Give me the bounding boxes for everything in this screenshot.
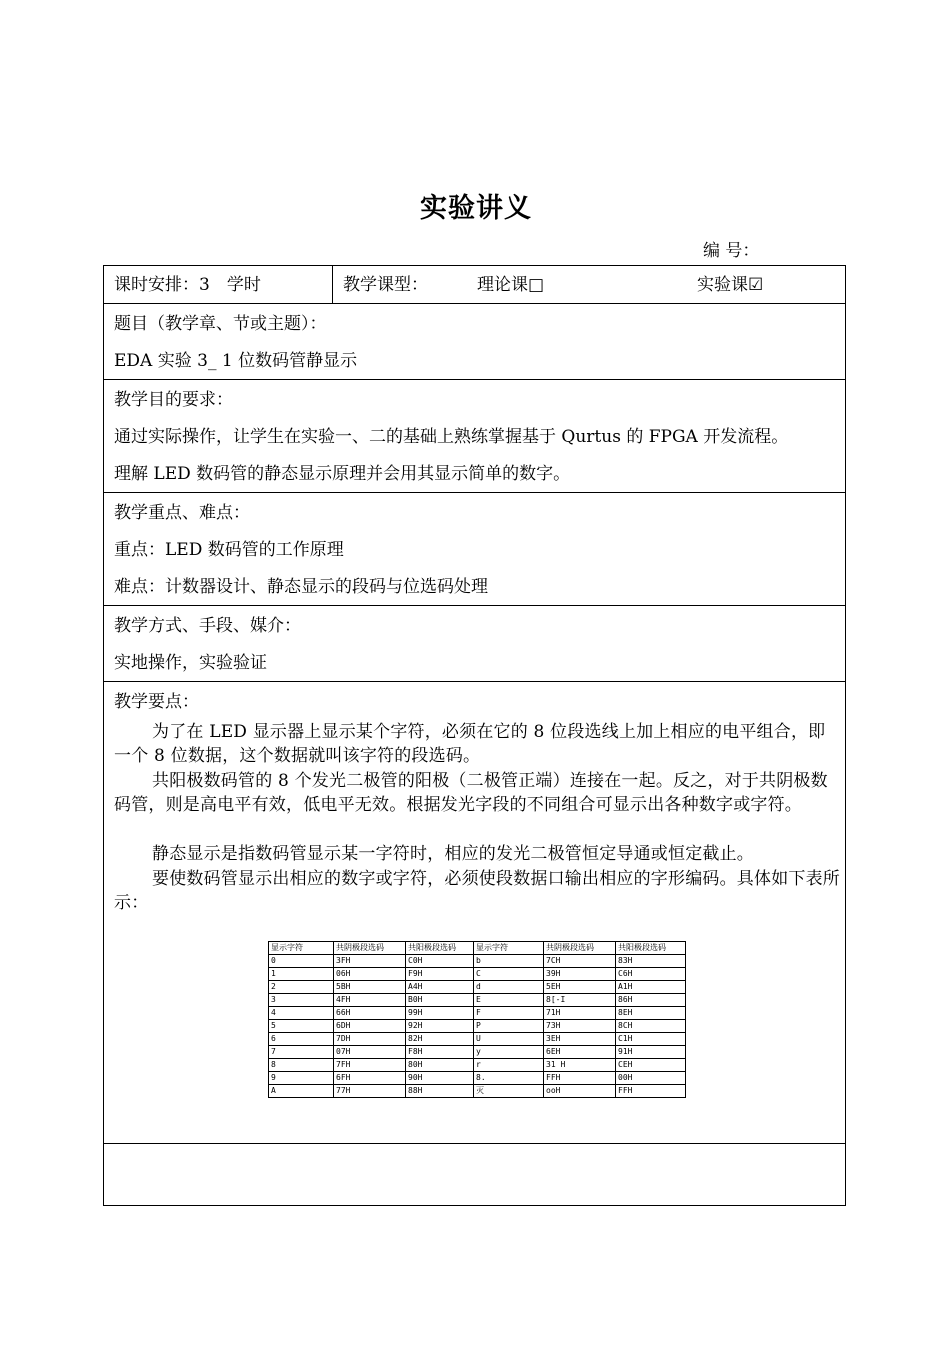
- goals-section: [104, 380, 845, 493]
- points-section: [104, 682, 845, 1144]
- table-cell: 灭: [474, 1085, 544, 1098]
- table-cell: 4: [269, 1007, 334, 1020]
- table-row: [269, 994, 686, 1007]
- table-cell: 77H: [334, 1085, 406, 1098]
- goals-line-1: 通过实际操作，让学生在实验一、二的基础上熟练掌握基于 Qurtus 的 FPGA 开发流程。: [114, 427, 789, 447]
- table-cell: 3EH: [544, 1033, 616, 1046]
- method-section: [104, 606, 845, 682]
- table-cell: 7CH: [544, 955, 616, 968]
- header-cathode: 共阴极段选码: [334, 942, 406, 955]
- table-cell: C1H: [616, 1033, 686, 1046]
- table-row: [269, 968, 686, 981]
- table-cell: 5: [269, 1020, 334, 1033]
- method-heading: 教学方式、手段、媒介：: [114, 616, 301, 636]
- table-row: [269, 1046, 686, 1059]
- segment-code-table: [268, 941, 686, 1098]
- table-cell: r: [474, 1059, 544, 1072]
- table-cell: 8CH: [616, 1020, 686, 1033]
- table-cell: 90H: [406, 1072, 474, 1085]
- table-cell: b: [474, 955, 544, 968]
- table-cell: 7: [269, 1046, 334, 1059]
- header-char: 显示字符: [269, 942, 334, 955]
- goals-heading: 教学目的要求：: [114, 390, 233, 410]
- header-anode: 共阳极段选码: [406, 942, 474, 955]
- empty-section: [104, 1144, 845, 1206]
- table-cell: 31 H: [544, 1059, 616, 1072]
- topic-heading: 题目（教学章、节或主题）：: [114, 314, 327, 334]
- table-cell: 7DH: [334, 1033, 406, 1046]
- topic-text: EDA 实验 3_ 1 位数码管静显示: [114, 351, 358, 371]
- table-cell: 6FH: [334, 1072, 406, 1085]
- header-cathode: 共阴极段选码: [544, 942, 616, 955]
- table-cell: C6H: [616, 968, 686, 981]
- table-row: [269, 1007, 686, 1020]
- table-cell: A: [269, 1085, 334, 1098]
- table-cell: 66H: [334, 1007, 406, 1020]
- serial-number: [703, 236, 799, 261]
- paragraph-4: 要使数码管显示出相应的数字或字符，必须使段数据口输出相应的字形编码。具体如下表所示：: [114, 869, 840, 913]
- table-row: [269, 955, 686, 968]
- serial-label: 编 号：: [703, 241, 760, 261]
- page-title: 实验讲义: [420, 193, 532, 224]
- table-cell: y: [474, 1046, 544, 1059]
- table-cell: A4H: [406, 981, 474, 994]
- table-cell: B0H: [406, 994, 474, 1007]
- table-cell: U: [474, 1033, 544, 1046]
- header-char: 显示字符: [474, 942, 544, 955]
- table-cell: 5EH: [544, 981, 616, 994]
- table-cell: 71H: [544, 1007, 616, 1020]
- table-cell: 92H: [406, 1020, 474, 1033]
- table-cell: 8EH: [616, 1007, 686, 1020]
- table-cell: 9: [269, 1072, 334, 1085]
- table-row: [269, 1072, 686, 1085]
- table-cell: 8[-I: [544, 994, 616, 1007]
- table-cell: 00H: [616, 1072, 686, 1085]
- table-cell: 86H: [616, 994, 686, 1007]
- table-cell: 39H: [544, 968, 616, 981]
- schedule-row: [104, 266, 845, 304]
- table-body: [269, 955, 686, 1098]
- table-row: [269, 1059, 686, 1072]
- table-cell: E: [474, 994, 544, 1007]
- header-anode: 共阳极段选码: [616, 942, 686, 955]
- points-heading: 教学要点：: [114, 692, 199, 712]
- table-cell: F: [474, 1007, 544, 1020]
- table-row: [269, 1033, 686, 1046]
- table-cell: 73H: [544, 1020, 616, 1033]
- table-cell: 88H: [406, 1085, 474, 1098]
- paragraph-1: 为了在 LED 显示器上显示某个字符，必须在它的 8 位段选线上加上相应的电平组合，即一个 8 位数据，这个数据就叫该字符的段选码。: [114, 722, 826, 766]
- table-cell: A1H: [616, 981, 686, 994]
- table-cell: 83H: [616, 955, 686, 968]
- table-cell: CEH: [616, 1059, 686, 1072]
- table-cell: d: [474, 981, 544, 994]
- table-cell: 82H: [406, 1033, 474, 1046]
- course-type-label: 教学课型：: [343, 275, 428, 295]
- table-cell: C: [474, 968, 544, 981]
- column-divider: [332, 266, 333, 303]
- paragraph-2: 共阳极数码管的 8 个发光二极管的阳极（二极管正端）连接在一起。反之，对于共阴极数码管，则是高电平有效，低电平无效。根据发光字段的不同组合可显示出各种数字或字符。: [114, 771, 828, 815]
- table-cell: 8.: [474, 1072, 544, 1085]
- table-cell: 3FH: [334, 955, 406, 968]
- difficult-point: 难点：计数器设计、静态显示的段码与位选码处理: [114, 577, 488, 597]
- topic-section: [104, 304, 845, 380]
- table-cell: 2: [269, 981, 334, 994]
- table-cell: 0: [269, 955, 334, 968]
- table-cell: 1: [269, 968, 334, 981]
- table-cell: 3: [269, 994, 334, 1007]
- focus-section: [104, 493, 845, 606]
- table-cell: 4FH: [334, 994, 406, 1007]
- table-row: [269, 1020, 686, 1033]
- method-text: 实地操作，实验验证: [114, 653, 267, 673]
- table-cell: 7FH: [334, 1059, 406, 1072]
- table-cell: C0H: [406, 955, 474, 968]
- table-row: [269, 1085, 686, 1098]
- table-cell: ooH: [544, 1085, 616, 1098]
- table-cell: FFH: [616, 1085, 686, 1098]
- table-cell: P: [474, 1020, 544, 1033]
- table-cell: 80H: [406, 1059, 474, 1072]
- table-cell: F8H: [406, 1046, 474, 1059]
- table-cell: 06H: [334, 968, 406, 981]
- table-cell: 5BH: [334, 981, 406, 994]
- table-header-row: [269, 942, 686, 955]
- paragraph-3: 静态显示是指数码管显示某一字符时，相应的发光二极管恒定导通或恒定截止。: [152, 844, 754, 864]
- key-point: 重点：LED 数码管的工作原理: [114, 540, 344, 560]
- focus-heading: 教学重点、难点：: [114, 503, 250, 523]
- table-row: [269, 981, 686, 994]
- goals-line-2: 理解 LED 数码管的静态显示原理并会用其显示简单的数字。: [114, 464, 571, 484]
- table-cell: 91H: [616, 1046, 686, 1059]
- table-cell: FFH: [544, 1072, 616, 1085]
- theory-option[interactable]: 理论课□: [477, 275, 545, 295]
- table-cell: F9H: [406, 968, 474, 981]
- lecture-form: [103, 265, 846, 1206]
- table-cell: 6DH: [334, 1020, 406, 1033]
- table-cell: 6: [269, 1033, 334, 1046]
- table-cell: 07H: [334, 1046, 406, 1059]
- table-cell: 6EH: [544, 1046, 616, 1059]
- table-cell: 99H: [406, 1007, 474, 1020]
- class-hours: 课时安排：3 学时: [114, 275, 261, 295]
- table-cell: 8: [269, 1059, 334, 1072]
- lab-option[interactable]: 实验课☑: [697, 275, 764, 295]
